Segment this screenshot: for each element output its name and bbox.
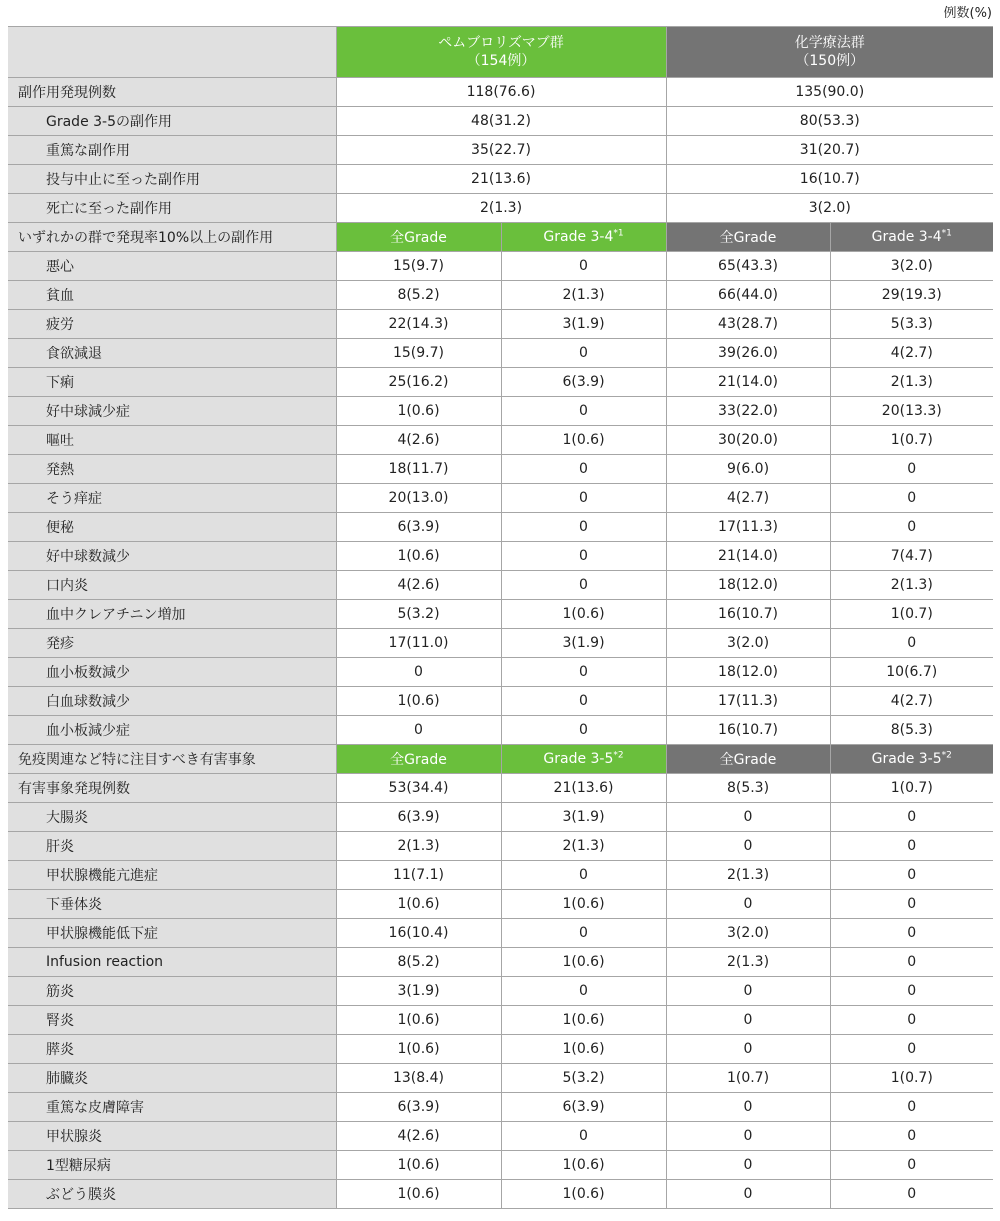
- row-label: 好中球数減少: [8, 542, 336, 571]
- cell-value: 1(0.6): [501, 1006, 666, 1035]
- table-row: [8, 252, 993, 281]
- table-row: [8, 919, 993, 948]
- cell-value: 0: [830, 484, 993, 513]
- pembro-grade-high-text: Grade 3-4: [543, 229, 614, 245]
- table-row: [8, 1035, 993, 1064]
- cell-value: 1(0.6): [501, 1151, 666, 1180]
- pembro-group-header: [336, 27, 666, 78]
- cell-value: 7(4.7): [830, 542, 993, 571]
- cell-value: 2(1.3): [501, 832, 666, 861]
- table-row: [8, 716, 993, 745]
- table-row: [8, 426, 993, 455]
- chemo-value: 135(90.0): [666, 78, 993, 107]
- chemo-all-grade-header: [666, 745, 830, 774]
- table-row: [8, 1093, 993, 1122]
- cell-value: 30(20.0): [666, 426, 830, 455]
- row-label: Infusion reaction: [8, 948, 336, 977]
- unit-label: 例数(%): [943, 6, 992, 21]
- cell-value: 17(11.0): [336, 629, 501, 658]
- cell-value: 0: [501, 339, 666, 368]
- footnote-marker: *1: [941, 228, 952, 239]
- cell-value: 0: [501, 716, 666, 745]
- cell-value: 0: [666, 1093, 830, 1122]
- row-label: Grade 3-5の副作用: [8, 107, 336, 136]
- chemo-value: 16(10.7): [666, 165, 993, 194]
- row-label: 副作用発現例数: [8, 78, 336, 107]
- pembro-grade-high-header: [501, 223, 666, 252]
- chemo-group-header: [666, 27, 993, 78]
- cell-value: 0: [666, 1122, 830, 1151]
- cell-value: 18(12.0): [666, 571, 830, 600]
- cell-value: 3(2.0): [666, 919, 830, 948]
- cell-value: 0: [830, 629, 993, 658]
- table-row: [8, 687, 993, 716]
- cell-value: 22(14.3): [336, 310, 501, 339]
- pembro-all-grade-header: [336, 223, 501, 252]
- cell-value: 21(13.6): [501, 774, 666, 803]
- table-row: [8, 832, 993, 861]
- chemo-all-grade-header: [666, 223, 830, 252]
- cell-value: 16(10.4): [336, 919, 501, 948]
- row-label: 重篤な皮膚障害: [8, 1093, 336, 1122]
- row-label: そう痒症: [8, 484, 336, 513]
- cell-value: 0: [830, 1122, 993, 1151]
- cell-value: 2(1.3): [336, 832, 501, 861]
- cell-value: 0: [666, 1006, 830, 1035]
- cell-value: 1(0.6): [501, 890, 666, 919]
- cell-value: 0: [830, 832, 993, 861]
- cell-value: 15(9.7): [336, 339, 501, 368]
- table-row: [8, 1064, 993, 1093]
- table-row: [8, 861, 993, 890]
- pembro-all-grade-text: 全Grade: [390, 752, 447, 768]
- row-label: 投与中止に至った副作用: [8, 165, 336, 194]
- cell-value: 0: [666, 977, 830, 1006]
- chemo-grade-high-text: Grade 3-4: [871, 229, 942, 245]
- row-label: 筋炎: [8, 977, 336, 1006]
- row-label: 好中球減少症: [8, 397, 336, 426]
- cell-value: 53(34.4): [336, 774, 501, 803]
- cell-value: 6(3.9): [501, 368, 666, 397]
- row-label: 重篤な副作用: [8, 136, 336, 165]
- cell-value: 43(28.7): [666, 310, 830, 339]
- cell-value: 8(5.2): [336, 281, 501, 310]
- summary-row: [8, 78, 993, 107]
- cell-value: 1(0.7): [830, 426, 993, 455]
- cell-value: 3(1.9): [336, 977, 501, 1006]
- pembro-value: 21(13.6): [336, 165, 666, 194]
- cell-value: 29(19.3): [830, 281, 993, 310]
- cell-value: 0: [501, 571, 666, 600]
- cell-value: 0: [501, 455, 666, 484]
- adverse-events-table: [8, 26, 993, 1209]
- summary-row: [8, 107, 993, 136]
- cell-value: 4(2.7): [830, 687, 993, 716]
- cell-value: 0: [501, 861, 666, 890]
- cell-value: 0: [830, 1093, 993, 1122]
- cell-value: 8(5.2): [336, 948, 501, 977]
- row-label: 血中クレアチニン増加: [8, 600, 336, 629]
- row-label: 膵炎: [8, 1035, 336, 1064]
- cell-value: 15(9.7): [336, 252, 501, 281]
- cell-value: 2(1.3): [501, 281, 666, 310]
- pembro-value: 2(1.3): [336, 194, 666, 223]
- chemo-group-name: 化学療法群: [794, 35, 865, 51]
- cell-value: 0: [830, 803, 993, 832]
- row-label: 疲労: [8, 310, 336, 339]
- cell-value: 0: [830, 1035, 993, 1064]
- chemo-value: 31(20.7): [666, 136, 993, 165]
- cell-value: 3(1.9): [501, 629, 666, 658]
- cell-value: 0: [830, 1180, 993, 1209]
- pembro-value: 35(22.7): [336, 136, 666, 165]
- cell-value: 25(16.2): [336, 368, 501, 397]
- cell-value: 1(0.6): [501, 1180, 666, 1209]
- cell-value: 1(0.6): [336, 1151, 501, 1180]
- cell-value: 1(0.6): [501, 948, 666, 977]
- cell-value: 1(0.6): [501, 600, 666, 629]
- cell-value: 0: [830, 513, 993, 542]
- cell-value: 4(2.7): [666, 484, 830, 513]
- cell-value: 65(43.3): [666, 252, 830, 281]
- row-label: 口内炎: [8, 571, 336, 600]
- table-row: [8, 1006, 993, 1035]
- cell-value: 17(11.3): [666, 513, 830, 542]
- cell-value: 0: [501, 977, 666, 1006]
- cell-value: 0: [830, 890, 993, 919]
- row-label: 嘔吐: [8, 426, 336, 455]
- cell-value: 9(6.0): [666, 455, 830, 484]
- row-label: 有害事象発現例数: [8, 774, 336, 803]
- cell-value: 0: [830, 455, 993, 484]
- cell-value: 1(0.6): [336, 542, 501, 571]
- row-label: 大腸炎: [8, 803, 336, 832]
- chemo-grade-high-header: [830, 745, 993, 774]
- cell-value: 17(11.3): [666, 687, 830, 716]
- cell-value: 3(2.0): [666, 629, 830, 658]
- table-row: [8, 803, 993, 832]
- cell-value: 4(2.6): [336, 1122, 501, 1151]
- cell-value: 1(0.6): [501, 426, 666, 455]
- footnote-marker: *1: [613, 228, 624, 239]
- cell-value: 0: [501, 484, 666, 513]
- cell-value: 18(12.0): [666, 658, 830, 687]
- cell-value: 66(44.0): [666, 281, 830, 310]
- pembro-value: 118(76.6): [336, 78, 666, 107]
- cell-value: 4(2.6): [336, 426, 501, 455]
- table-row: [8, 397, 993, 426]
- table-row: [8, 571, 993, 600]
- row-label: 血小板減少症: [8, 716, 336, 745]
- cell-value: 1(0.7): [666, 1064, 830, 1093]
- footnote-marker: *2: [941, 750, 952, 761]
- section2-header-row: [8, 745, 993, 774]
- table-row: [8, 310, 993, 339]
- footnote-marker: *2: [613, 750, 624, 761]
- cell-value: 0: [501, 397, 666, 426]
- cell-value: 0: [336, 716, 501, 745]
- row-label: 食欲減退: [8, 339, 336, 368]
- pembro-all-grade-header: [336, 745, 501, 774]
- row-label: 便秘: [8, 513, 336, 542]
- cell-value: 8(5.3): [666, 774, 830, 803]
- chemo-value: 80(53.3): [666, 107, 993, 136]
- cell-value: 13(8.4): [336, 1064, 501, 1093]
- cell-value: 20(13.0): [336, 484, 501, 513]
- cell-value: 5(3.2): [336, 600, 501, 629]
- pembro-grade-high-header: [501, 745, 666, 774]
- chemo-value: 3(2.0): [666, 194, 993, 223]
- cell-value: 1(0.7): [830, 600, 993, 629]
- cell-value: 4(2.7): [830, 339, 993, 368]
- chemo-all-grade-text: 全Grade: [719, 752, 777, 768]
- pembro-all-grade-text: 全Grade: [390, 230, 447, 246]
- cell-value: 0: [336, 658, 501, 687]
- table-row: [8, 774, 993, 803]
- cell-value: 0: [830, 1151, 993, 1180]
- chemo-all-grade-text: 全Grade: [719, 230, 777, 246]
- cell-value: 0: [501, 542, 666, 571]
- cell-value: 0: [666, 890, 830, 919]
- cell-value: 10(6.7): [830, 658, 993, 687]
- cell-value: 0: [830, 977, 993, 1006]
- cell-value: 0: [830, 1006, 993, 1035]
- summary-row: [8, 136, 993, 165]
- cell-value: 6(3.9): [501, 1093, 666, 1122]
- section1-header-row: [8, 223, 993, 252]
- row-label: 血小板数減少: [8, 658, 336, 687]
- cell-value: 39(26.0): [666, 339, 830, 368]
- pembro-value: 48(31.2): [336, 107, 666, 136]
- row-label: 肝炎: [8, 832, 336, 861]
- row-label: 甲状腺機能低下症: [8, 919, 336, 948]
- cell-value: 6(3.9): [336, 1093, 501, 1122]
- row-label: 腎炎: [8, 1006, 336, 1035]
- cell-value: 2(1.3): [830, 571, 993, 600]
- cell-value: 0: [666, 1180, 830, 1209]
- row-label: 甲状腺機能亢進症: [8, 861, 336, 890]
- pembro-group-name: ペムブロリズマブ群: [438, 35, 564, 51]
- cell-value: 0: [501, 513, 666, 542]
- cell-value: 21(14.0): [666, 542, 830, 571]
- row-label: 肺臓炎: [8, 1064, 336, 1093]
- cell-value: 1(0.6): [336, 397, 501, 426]
- cell-value: 16(10.7): [666, 716, 830, 745]
- header-blank-cell: [8, 27, 336, 78]
- cell-value: 0: [501, 252, 666, 281]
- cell-value: 33(22.0): [666, 397, 830, 426]
- cell-value: 0: [501, 687, 666, 716]
- table-row: [8, 658, 993, 687]
- cell-value: 1(0.6): [336, 890, 501, 919]
- row-label: 下垂体炎: [8, 890, 336, 919]
- row-label: 甲状腺炎: [8, 1122, 336, 1151]
- row-label: 発疹: [8, 629, 336, 658]
- table-row: [8, 1151, 993, 1180]
- pembro-group-n: （154例）: [466, 53, 536, 69]
- table-row: [8, 339, 993, 368]
- cell-value: 20(13.3): [830, 397, 993, 426]
- table-row: [8, 1180, 993, 1209]
- cell-value: 16(10.7): [666, 600, 830, 629]
- cell-value: 3(1.9): [501, 803, 666, 832]
- cell-value: 8(5.3): [830, 716, 993, 745]
- section2-label: 免疫関連など特に注目すべき有害事象: [8, 745, 336, 774]
- row-label: 白血球数減少: [8, 687, 336, 716]
- chemo-group-n: （150例）: [795, 53, 865, 69]
- cell-value: 21(14.0): [666, 368, 830, 397]
- cell-value: 1(0.6): [336, 1035, 501, 1064]
- table-row: [8, 977, 993, 1006]
- table-row: [8, 484, 993, 513]
- cell-value: 0: [666, 1035, 830, 1064]
- row-label: 発熱: [8, 455, 336, 484]
- cell-value: 0: [501, 1122, 666, 1151]
- cell-value: 0: [830, 948, 993, 977]
- section1-label: いずれかの群で発現率10%以上の副作用: [8, 223, 336, 252]
- pembro-grade-high-text: Grade 3-5: [543, 751, 614, 767]
- cell-value: 6(3.9): [336, 803, 501, 832]
- row-label: ぶどう膜炎: [8, 1180, 336, 1209]
- cell-value: 2(1.3): [666, 861, 830, 890]
- table-row: [8, 542, 993, 571]
- row-label: 1型糖尿病: [8, 1151, 336, 1180]
- cell-value: 0: [666, 1151, 830, 1180]
- row-label: 死亡に至った副作用: [8, 194, 336, 223]
- table-row: [8, 948, 993, 977]
- cell-value: 0: [830, 861, 993, 890]
- table-row: [8, 368, 993, 397]
- table-row: [8, 600, 993, 629]
- cell-value: 0: [830, 919, 993, 948]
- cell-value: 1(0.6): [336, 1006, 501, 1035]
- cell-value: 1(0.6): [336, 687, 501, 716]
- table-row: [8, 513, 993, 542]
- cell-value: 0: [666, 803, 830, 832]
- cell-value: 2(1.3): [666, 948, 830, 977]
- cell-value: 0: [501, 919, 666, 948]
- cell-value: 0: [501, 658, 666, 687]
- table-row: [8, 281, 993, 310]
- cell-value: 18(11.7): [336, 455, 501, 484]
- cell-value: 5(3.2): [501, 1064, 666, 1093]
- cell-value: 5(3.3): [830, 310, 993, 339]
- cell-value: 2(1.3): [830, 368, 993, 397]
- table-row: [8, 455, 993, 484]
- cell-value: 1(0.6): [501, 1035, 666, 1064]
- cell-value: 1(0.7): [830, 1064, 993, 1093]
- row-label: 貧血: [8, 281, 336, 310]
- table-row: [8, 629, 993, 658]
- cell-value: 3(2.0): [830, 252, 993, 281]
- summary-row: [8, 165, 993, 194]
- cell-value: 3(1.9): [501, 310, 666, 339]
- table-row: [8, 890, 993, 919]
- cell-value: 1(0.7): [830, 774, 993, 803]
- chemo-grade-high-header: [830, 223, 993, 252]
- table-row: [8, 1122, 993, 1151]
- cell-value: 4(2.6): [336, 571, 501, 600]
- cell-value: 1(0.6): [336, 1180, 501, 1209]
- cell-value: 11(7.1): [336, 861, 501, 890]
- row-label: 悪心: [8, 252, 336, 281]
- summary-row: [8, 194, 993, 223]
- cell-value: 6(3.9): [336, 513, 501, 542]
- chemo-grade-high-text: Grade 3-5: [871, 751, 942, 767]
- cell-value: 0: [666, 832, 830, 861]
- row-label: 下痢: [8, 368, 336, 397]
